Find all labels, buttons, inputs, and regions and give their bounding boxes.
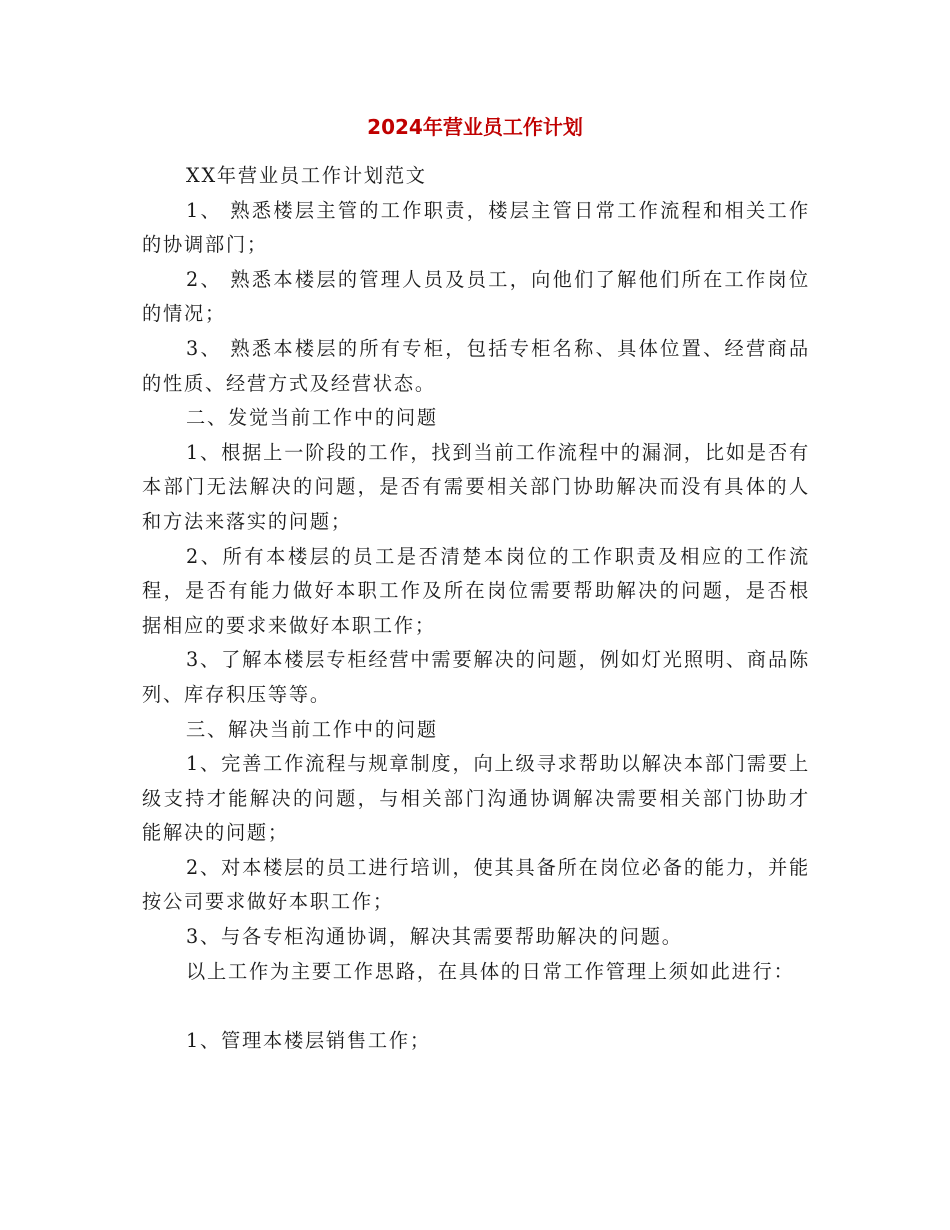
paragraph-item: 2、所有本楼层的员工是否清楚本岗位的工作职责及相应的工作流程，是否有能力做好本职工作及所在岗位需要帮助解决的问题，是否根据相应的要求来做好本职工作；	[142, 544, 810, 637]
paragraph-item: 1、 熟悉楼层主管的工作职责，楼层主管日常工作流程和相关工作的协调部门；	[142, 198, 810, 257]
paragraph-item: 1、根据上一阶段的工作，找到当前工作流程中的漏洞，比如是否有本部门无法解决的问题，是否有需要相关部门协助解决而没有具体的人和方法来落实的问题；	[142, 440, 810, 533]
document-body	[142, 159, 810, 1058]
paragraph-item: 2、对本楼层的员工进行培训，使其具备所在岗位必备的能力，并能按公司要求做好本职工作；	[142, 855, 810, 914]
paragraph-item: 3、与各专柜沟通协调，解决其需要帮助解决的问题。	[186, 925, 683, 949]
paragraph-item: 3、了解本楼层专柜经营中需要解决的问题，例如灯光照明、商品陈列、库存积压等等。	[142, 648, 810, 706]
section-heading: 二、发觉当前工作中的问题	[186, 406, 438, 430]
section-heading: 三、解决当前工作中的问题	[186, 717, 438, 741]
blank-line	[142, 989, 810, 1024]
paragraph-summary: 以上工作为主要工作思路，在具体的日常工作管理上须如此进行：	[186, 959, 795, 983]
paragraph-item: 2、 熟悉本楼层的管理人员及员工，向他们了解他们所在工作岗位的情况；	[142, 267, 810, 326]
paragraph-item: 1、管理本楼层销售工作；	[186, 1028, 431, 1052]
paragraph-intro: XX年营业员工作计划范文	[186, 164, 427, 187]
document-title: 2024年营业员工作计划	[367, 115, 583, 139]
paragraph-item: 1、完善工作流程与规章制度，向上级寻求帮助以解决本部门需要上级支持才能解决的问题，与相关部门沟通协调解决需要相关部门协助才能解决的问题；	[142, 752, 810, 845]
paragraph-item: 3、 熟悉本楼层的所有专柜，包括专柜名称、具体位置、经营商品的性质、经营方式及经营状态。	[142, 336, 810, 395]
